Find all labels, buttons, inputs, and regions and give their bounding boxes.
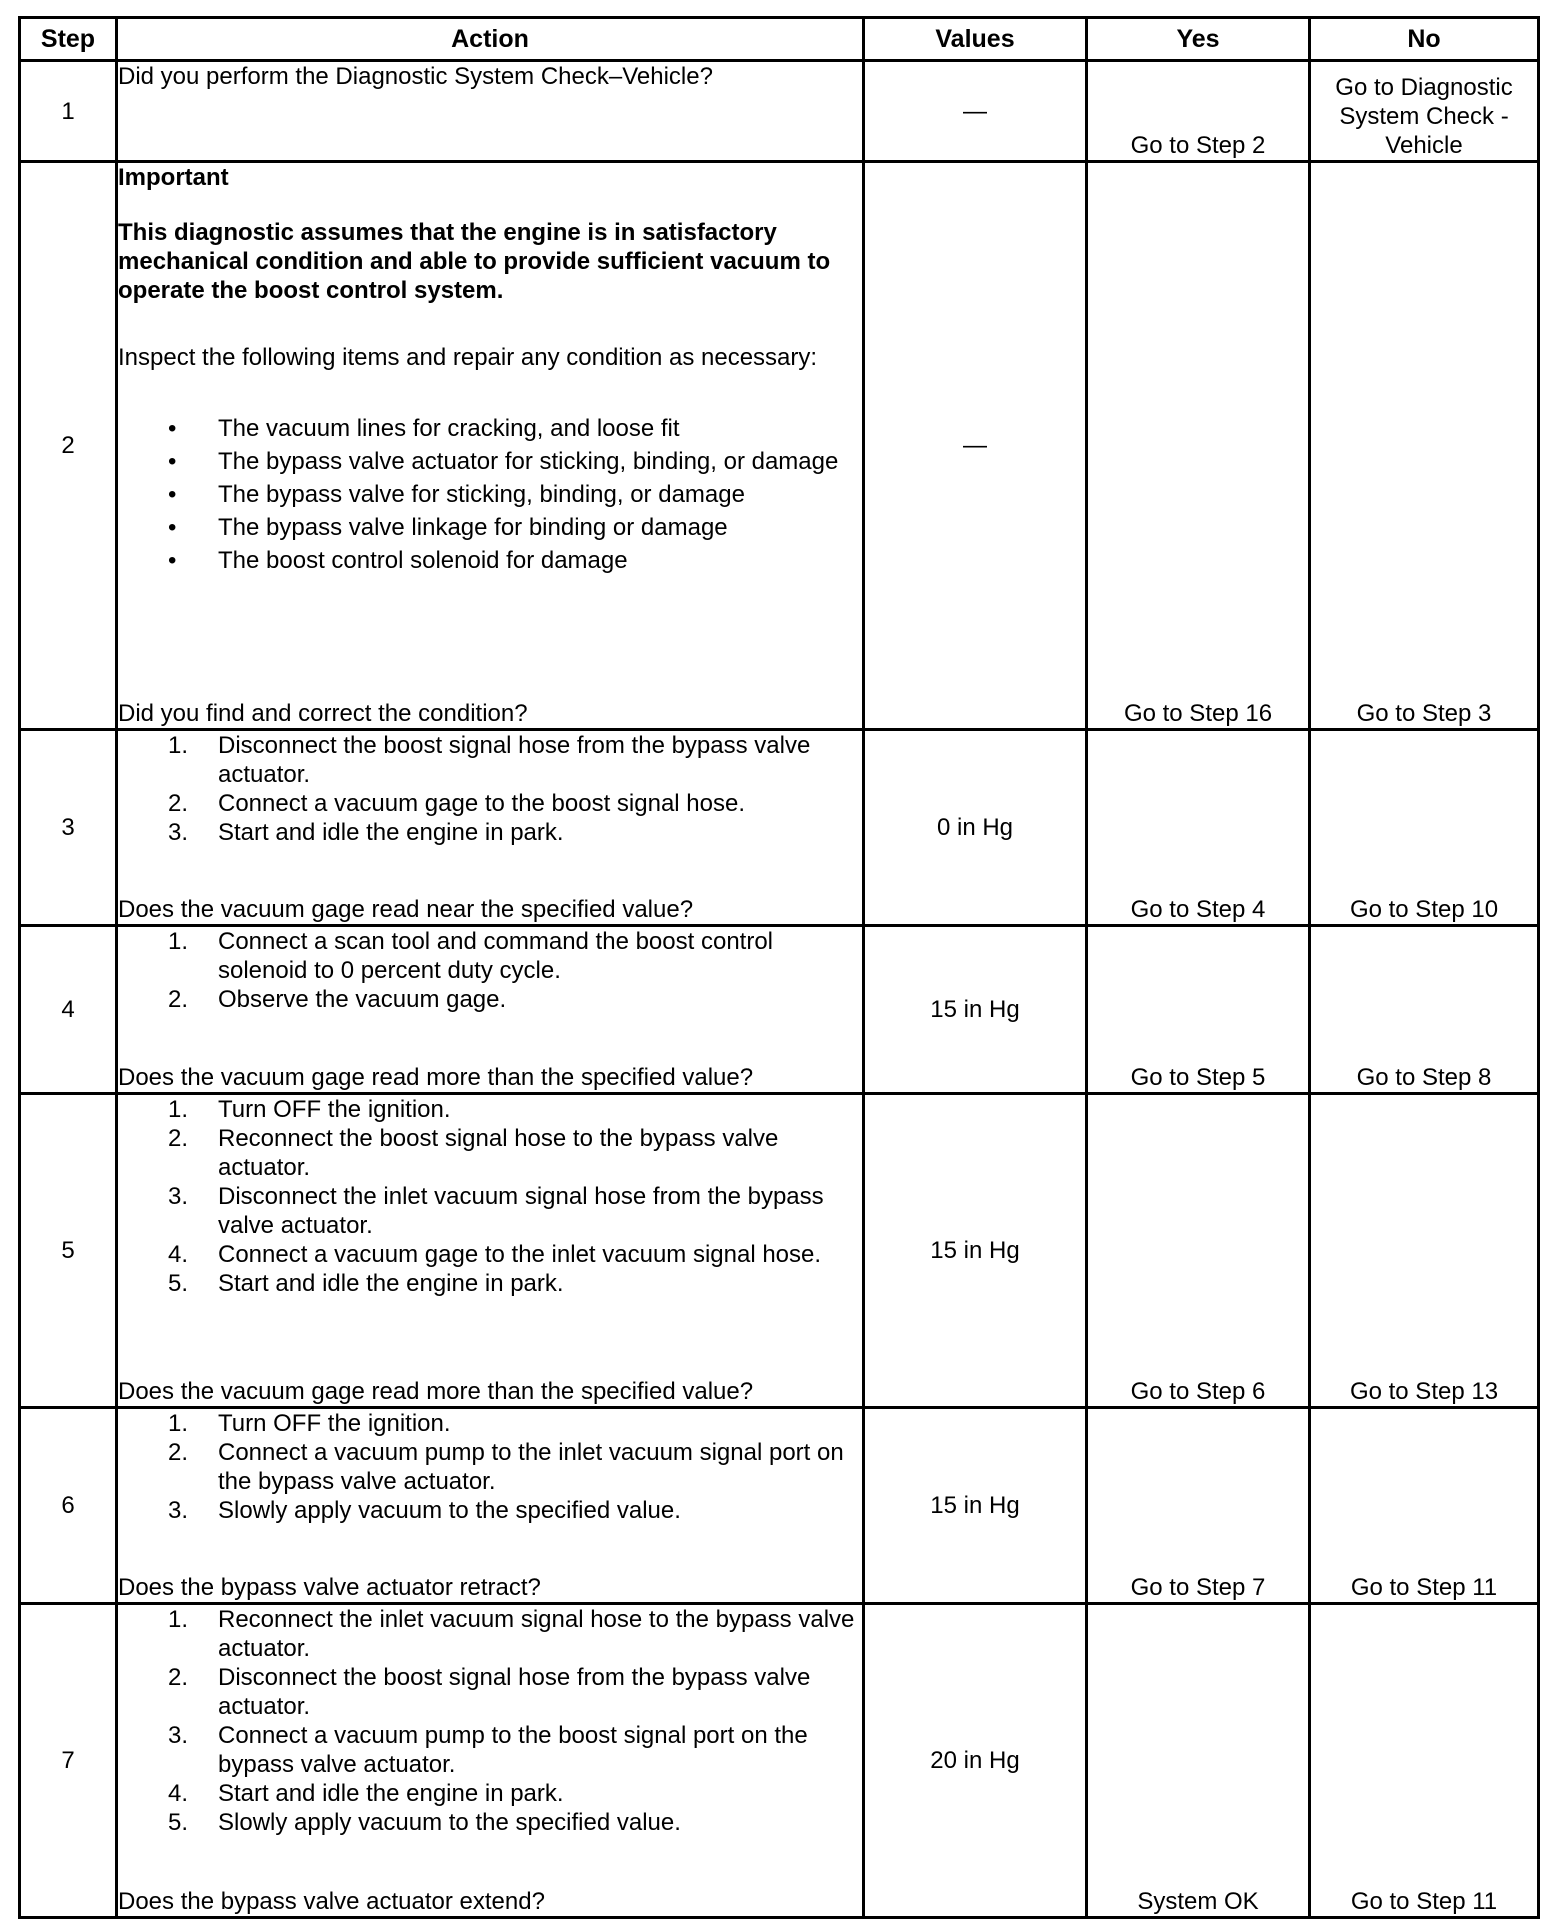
step-question: Does the vacuum gage read near the specified value?	[118, 896, 694, 923]
header-step: Step	[20, 18, 117, 61]
step-number: 1	[20, 61, 117, 162]
action-cell	[117, 162, 864, 730]
no-cell: Go to Step 8	[1310, 926, 1539, 1094]
list-item: 1. Turn OFF the ignition.	[168, 1410, 451, 1437]
action-cell	[117, 1094, 864, 1408]
list-item: 3. Connect a vacuum pump to the boost signal port on the bypass valve actuator.	[168, 1722, 808, 1778]
yes-cell: Go to Step 2	[1087, 61, 1310, 162]
step-question: Does the vacuum gage read more than the specified value?	[118, 1378, 754, 1405]
list-item: 1. Connect a scan tool and command the boost control solenoid to 0 percent duty cycle.	[168, 928, 773, 984]
procedure-list	[118, 1605, 862, 1837]
step-row-5	[20, 1094, 1539, 1408]
list-item: 1. Disconnect the boost signal hose from the bypass valve actuator.	[168, 732, 811, 788]
procedure-list	[118, 731, 862, 847]
header-values: Values	[864, 18, 1087, 61]
no-cell: Go to Step 13	[1310, 1094, 1539, 1408]
value-cell: —	[864, 162, 1087, 730]
important-title: Important	[118, 164, 229, 191]
no-cell: Go to Step 10	[1310, 730, 1539, 926]
inspect-intro: Inspect the following items and repair any condition as necessary:	[118, 344, 818, 371]
step-row-6	[20, 1408, 1539, 1604]
step-number: 4	[20, 926, 117, 1094]
no-line: System Check -	[1339, 103, 1509, 130]
value-cell: —	[864, 61, 1087, 162]
yes-cell: Go to Step 16	[1087, 162, 1310, 730]
step-question: Does the vacuum gage read more than the specified value?	[118, 1064, 754, 1091]
value-cell: 15 in Hg	[864, 1094, 1087, 1408]
yes-cell: Go to Step 6	[1087, 1094, 1310, 1408]
list-item: 3. Start and idle the engine in park.	[168, 819, 564, 846]
list-item: 4. Connect a vacuum gage to the inlet vacuum signal hose.	[168, 1241, 822, 1268]
step-number: 6	[20, 1408, 117, 1604]
yes-cell: Go to Step 7	[1087, 1408, 1310, 1604]
list-item: 4. Start and idle the engine in park.	[168, 1780, 564, 1807]
action-cell	[117, 61, 864, 162]
step-question: Did you perform the Diagnostic System Check–Vehicle?	[118, 63, 713, 90]
step-row-1	[20, 61, 1539, 162]
list-item: 2. Connect a vacuum pump to the inlet vacuum signal port on the bypass valve actuator.	[168, 1439, 844, 1495]
action-cell	[117, 730, 864, 926]
no-cell: Go to Step 11	[1310, 1408, 1539, 1604]
header-row	[20, 18, 1539, 61]
action-cell	[117, 926, 864, 1094]
step-question: Does the bypass valve actuator extend?	[118, 1888, 545, 1915]
header-no: No	[1310, 18, 1539, 61]
list-item: • The bypass valve for sticking, binding, or damage	[118, 480, 862, 509]
yes-cell: Go to Step 5	[1087, 926, 1310, 1094]
step-row-3	[20, 730, 1539, 926]
list-item: 1. Reconnect the inlet vacuum signal hose to the bypass valve actuator.	[168, 1606, 855, 1662]
value-cell: 15 in Hg	[864, 1408, 1087, 1604]
list-item: 3. Disconnect the inlet vacuum signal hose from the bypass valve actuator.	[168, 1183, 824, 1239]
step-question: Does the bypass valve actuator retract?	[118, 1574, 541, 1601]
procedure-list	[118, 927, 862, 1014]
yes-cell: Go to Step 4	[1087, 730, 1310, 926]
action-cell	[117, 1604, 864, 1918]
no-line: Go to Diagnostic	[1335, 74, 1513, 101]
list-item: 5. Start and idle the engine in park.	[168, 1270, 564, 1297]
list-item: 2. Disconnect the boost signal hose from the bypass valve actuator.	[168, 1664, 811, 1720]
step-row-2	[20, 162, 1539, 730]
action-cell	[117, 1408, 864, 1604]
value-cell: 20 in Hg	[864, 1604, 1087, 1918]
step-row-7	[20, 1604, 1539, 1918]
step-number: 3	[20, 730, 117, 926]
important-text: This diagnostic assumes that the engine is in satisfactory mechanical condition and able to provide sufficient vacuum to operate the boost control system.	[118, 219, 831, 304]
list-item: • The boost control solenoid for damage	[118, 546, 862, 575]
list-item: • The vacuum lines for cracking, and loose fit	[118, 414, 862, 443]
list-item: 3. Slowly apply vacuum to the specified value.	[168, 1497, 681, 1524]
step-number: 5	[20, 1094, 117, 1408]
list-item: • The bypass valve actuator for sticking, binding, or damage	[118, 447, 862, 476]
list-item: 1. Turn OFF the ignition.	[168, 1096, 451, 1123]
list-item: 2. Observe the vacuum gage.	[168, 986, 507, 1013]
list-item: 2. Reconnect the boost signal hose to the bypass valve actuator.	[168, 1125, 779, 1181]
yes-cell: System OK	[1087, 1604, 1310, 1918]
step-row-4	[20, 926, 1539, 1094]
header-yes: Yes	[1087, 18, 1310, 61]
list-item: 5. Slowly apply vacuum to the specified value.	[168, 1809, 681, 1836]
step-number: 7	[20, 1604, 117, 1918]
header-action: Action	[117, 18, 864, 61]
inspection-list	[118, 414, 862, 575]
no-line: Vehicle	[1385, 132, 1463, 159]
list-item: • The bypass valve linkage for binding or damage	[118, 513, 862, 542]
no-cell: Go to Step 3	[1310, 162, 1539, 730]
no-cell	[1310, 61, 1539, 162]
step-question: Did you find and correct the condition?	[118, 700, 528, 727]
procedure-list	[118, 1409, 862, 1525]
diagnostic-table	[18, 16, 1540, 1919]
value-cell: 15 in Hg	[864, 926, 1087, 1094]
procedure-list	[118, 1095, 862, 1298]
step-number: 2	[20, 162, 117, 730]
value-cell: 0 in Hg	[864, 730, 1087, 926]
list-item: 2. Connect a vacuum gage to the boost signal hose.	[168, 790, 746, 817]
no-cell: Go to Step 11	[1310, 1604, 1539, 1918]
